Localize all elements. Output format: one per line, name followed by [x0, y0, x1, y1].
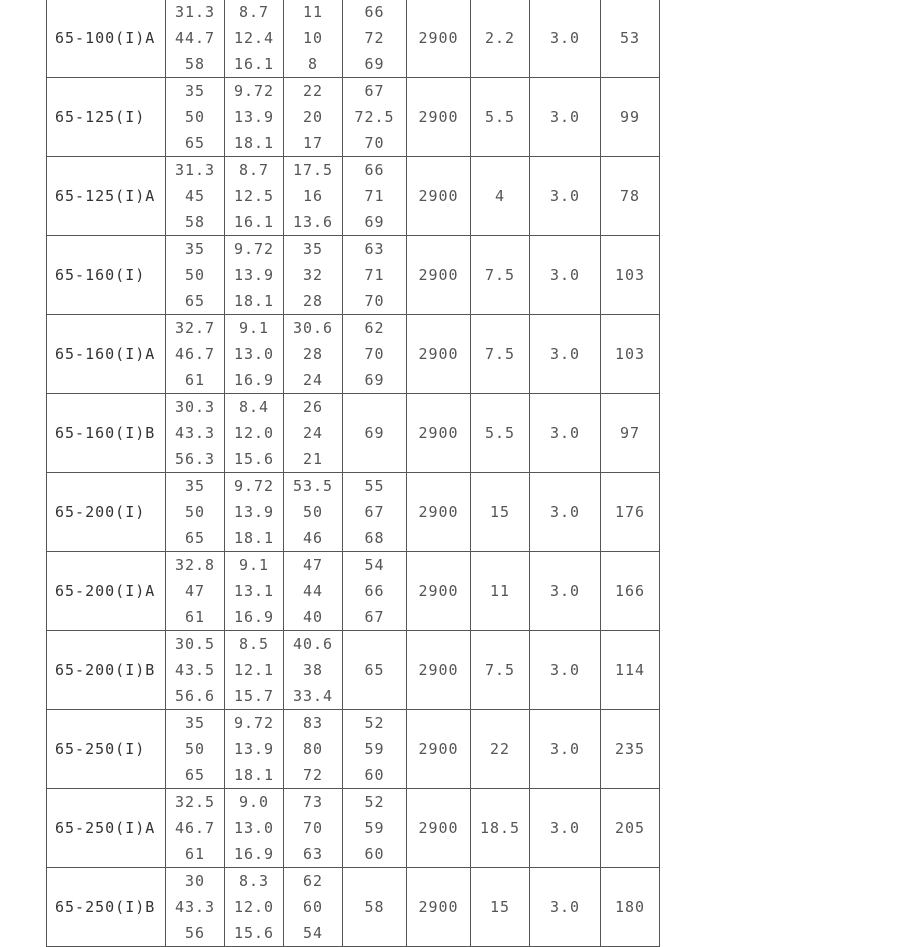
cell-value: 9.72	[233, 477, 275, 495]
npsh-cell: 3.0	[530, 0, 601, 78]
weight-cell: 99	[601, 78, 660, 157]
cell-value: 56	[184, 924, 206, 942]
cell-value: 54	[364, 556, 385, 574]
cell-value: 61	[184, 845, 206, 863]
npsh-cell: 3.0	[530, 631, 601, 710]
cell-value: 9.0	[238, 793, 270, 811]
cell-value: 8.5	[238, 635, 270, 653]
cell-value: 47	[184, 582, 206, 600]
table-row	[47, 78, 660, 157]
power-cell: 5.5	[471, 78, 530, 157]
cell-value: 70	[302, 819, 324, 837]
npsh-cell: 3.0	[530, 552, 601, 631]
model-cell: 65-100(I)A	[47, 0, 166, 78]
cell-value: 18.1	[233, 529, 275, 547]
weight-cell: 180	[601, 868, 660, 947]
efficiency-cell	[343, 710, 407, 789]
cell-value: 66	[364, 582, 385, 600]
efficiency-cell: 65	[343, 631, 407, 710]
speed-cell: 2900	[407, 157, 471, 236]
speed-cell: 2900	[407, 631, 471, 710]
cell-value: 9.1	[238, 556, 270, 574]
cell-value: 61	[184, 371, 206, 389]
cell-value: 67	[364, 82, 385, 100]
efficiency-cell: 58	[343, 868, 407, 947]
cell-value: 44	[302, 582, 324, 600]
cell-value: 60	[364, 766, 385, 784]
flow-ls-cell	[225, 315, 284, 394]
power-cell: 11	[471, 552, 530, 631]
efficiency-cell	[343, 0, 407, 78]
cell-value: 70	[364, 292, 385, 310]
cell-value: 21	[302, 450, 324, 468]
flow-m3h-cell	[166, 0, 225, 78]
cell-value: 9.72	[233, 82, 275, 100]
flow-m3h-cell	[166, 552, 225, 631]
efficiency-cell	[343, 315, 407, 394]
cell-value: 83	[302, 714, 324, 732]
efficiency-cell	[343, 789, 407, 868]
speed-cell: 2900	[407, 868, 471, 947]
cell-value: 35	[184, 82, 206, 100]
head-cell	[284, 394, 343, 473]
power-cell: 15	[471, 868, 530, 947]
table-row	[47, 710, 660, 789]
flow-m3h-cell	[166, 394, 225, 473]
cell-value: 35	[302, 240, 324, 258]
weight-cell: 103	[601, 236, 660, 315]
table-row	[47, 789, 660, 868]
flow-ls-cell	[225, 789, 284, 868]
power-cell: 22	[471, 710, 530, 789]
cell-value: 73	[302, 793, 324, 811]
head-cell	[284, 552, 343, 631]
table-row	[47, 157, 660, 236]
weight-cell: 97	[601, 394, 660, 473]
power-cell: 4	[471, 157, 530, 236]
cell-value: 54	[302, 924, 324, 942]
model-cell: 65-160(I)B	[47, 394, 166, 473]
efficiency-cell	[343, 157, 407, 236]
cell-value: 12.1	[233, 661, 275, 679]
cell-value: 45	[184, 187, 206, 205]
cell-value: 11	[302, 3, 324, 21]
head-cell	[284, 789, 343, 868]
flow-ls-cell	[225, 394, 284, 473]
head-cell	[284, 236, 343, 315]
cell-value: 72	[364, 29, 385, 47]
cell-value: 32	[302, 266, 324, 284]
flow-ls-cell	[225, 868, 284, 947]
cell-value: 65	[184, 529, 206, 547]
speed-cell: 2900	[407, 552, 471, 631]
cell-value: 8.3	[238, 872, 270, 890]
cell-value: 72.5	[354, 108, 395, 126]
cell-value: 13.9	[233, 503, 275, 521]
power-cell: 18.5	[471, 789, 530, 868]
cell-value: 32.8	[174, 556, 216, 574]
cell-value: 28	[302, 292, 324, 310]
cell-value: 13.1	[233, 582, 275, 600]
weight-cell: 235	[601, 710, 660, 789]
flow-m3h-cell	[166, 631, 225, 710]
cell-value: 61	[184, 608, 206, 626]
cell-value: 38	[302, 661, 324, 679]
cell-value: 63	[302, 845, 324, 863]
cell-value: 56.6	[174, 687, 216, 705]
cell-value: 24	[302, 371, 324, 389]
npsh-cell: 3.0	[530, 394, 601, 473]
cell-value: 33.4	[292, 687, 334, 705]
cell-value: 13.9	[233, 266, 275, 284]
cell-value: 31.3	[174, 161, 216, 179]
flow-m3h-cell	[166, 315, 225, 394]
weight-cell: 176	[601, 473, 660, 552]
npsh-cell: 3.0	[530, 78, 601, 157]
speed-cell: 2900	[407, 78, 471, 157]
head-cell	[284, 0, 343, 78]
efficiency-cell	[343, 552, 407, 631]
model-cell: 65-160(I)A	[47, 315, 166, 394]
cell-value: 53.5	[292, 477, 334, 495]
cell-value: 65	[184, 134, 206, 152]
cell-value: 67	[364, 503, 385, 521]
cell-value: 16.9	[233, 845, 275, 863]
table-row	[47, 0, 660, 78]
power-cell: 2.2	[471, 0, 530, 78]
cell-value: 60	[364, 845, 385, 863]
cell-value: 50	[184, 266, 206, 284]
cell-value: 8.4	[238, 398, 270, 416]
cell-value: 13.6	[292, 213, 334, 231]
cell-value: 17.5	[292, 161, 334, 179]
model-cell: 65-125(I)	[47, 78, 166, 157]
cell-value: 58	[184, 55, 206, 73]
speed-cell: 2900	[407, 710, 471, 789]
head-cell	[284, 78, 343, 157]
cell-value: 32.5	[174, 793, 216, 811]
cell-value: 46	[302, 529, 324, 547]
cell-value: 70	[364, 345, 385, 363]
table-body	[47, 0, 660, 947]
cell-value: 16.9	[233, 608, 275, 626]
cell-value: 26	[302, 398, 324, 416]
head-cell	[284, 473, 343, 552]
cell-value: 40.6	[292, 635, 334, 653]
cell-value: 16.9	[233, 371, 275, 389]
flow-ls-cell	[225, 710, 284, 789]
power-cell: 7.5	[471, 315, 530, 394]
cell-value: 22	[302, 82, 324, 100]
weight-cell: 205	[601, 789, 660, 868]
cell-value: 46.7	[174, 345, 216, 363]
flow-m3h-cell	[166, 789, 225, 868]
cell-value: 66	[364, 3, 385, 21]
flow-ls-cell	[225, 631, 284, 710]
efficiency-cell	[343, 236, 407, 315]
cell-value: 71	[364, 266, 385, 284]
flow-m3h-cell	[166, 236, 225, 315]
cell-value: 12.4	[233, 29, 275, 47]
cell-value: 9.72	[233, 240, 275, 258]
table-row	[47, 552, 660, 631]
cell-value: 30.5	[174, 635, 216, 653]
cell-value: 50	[184, 108, 206, 126]
head-cell	[284, 868, 343, 947]
cell-value: 50	[302, 503, 324, 521]
flow-ls-cell	[225, 157, 284, 236]
cell-value: 62	[364, 319, 385, 337]
cell-value: 59	[364, 819, 385, 837]
cell-value: 17	[302, 134, 324, 152]
head-cell	[284, 157, 343, 236]
table-row	[47, 868, 660, 947]
cell-value: 69	[364, 371, 385, 389]
model-cell: 65-160(I)	[47, 236, 166, 315]
cell-value: 50	[184, 740, 206, 758]
speed-cell: 2900	[407, 236, 471, 315]
cell-value: 12.5	[233, 187, 275, 205]
cell-value: 56.3	[174, 450, 216, 468]
cell-value: 60	[302, 898, 324, 916]
speed-cell: 2900	[407, 0, 471, 78]
head-cell	[284, 315, 343, 394]
head-cell	[284, 631, 343, 710]
cell-value: 16.1	[233, 55, 275, 73]
cell-value: 68	[364, 529, 385, 547]
table-row	[47, 236, 660, 315]
cell-value: 65	[184, 766, 206, 784]
cell-value: 15.6	[233, 924, 275, 942]
cell-value: 44.7	[174, 29, 216, 47]
weight-cell: 78	[601, 157, 660, 236]
cell-value: 63	[364, 240, 385, 258]
cell-value: 80	[302, 740, 324, 758]
cell-value: 59	[364, 740, 385, 758]
efficiency-cell: 69	[343, 394, 407, 473]
power-cell: 5.5	[471, 394, 530, 473]
cell-value: 52	[364, 793, 385, 811]
model-cell: 65-200(I)A	[47, 552, 166, 631]
cell-value: 58	[184, 213, 206, 231]
cell-value: 16	[302, 187, 324, 205]
table-row	[47, 473, 660, 552]
cell-value: 12.0	[233, 424, 275, 442]
cell-value: 30	[184, 872, 206, 890]
speed-cell: 2900	[407, 473, 471, 552]
flow-m3h-cell	[166, 78, 225, 157]
cell-value: 43.3	[174, 424, 216, 442]
cell-value: 15.7	[233, 687, 275, 705]
npsh-cell: 3.0	[530, 710, 601, 789]
npsh-cell: 3.0	[530, 789, 601, 868]
efficiency-cell	[343, 473, 407, 552]
cell-value: 28	[302, 345, 324, 363]
cell-value: 66	[364, 161, 385, 179]
speed-cell: 2900	[407, 315, 471, 394]
cell-value: 24	[302, 424, 324, 442]
flow-ls-cell	[225, 78, 284, 157]
flow-m3h-cell	[166, 473, 225, 552]
model-cell: 65-250(I)A	[47, 789, 166, 868]
table-row	[47, 631, 660, 710]
cell-value: 13.9	[233, 740, 275, 758]
npsh-cell: 3.0	[530, 236, 601, 315]
weight-cell: 114	[601, 631, 660, 710]
flow-ls-cell	[225, 0, 284, 78]
cell-value: 16.1	[233, 213, 275, 231]
power-cell: 15	[471, 473, 530, 552]
flow-ls-cell	[225, 236, 284, 315]
npsh-cell: 3.0	[530, 315, 601, 394]
cell-value: 18.1	[233, 766, 275, 784]
cell-value: 52	[364, 714, 385, 732]
model-cell: 65-125(I)A	[47, 157, 166, 236]
cell-value: 35	[184, 477, 206, 495]
cell-value: 13.9	[233, 108, 275, 126]
cell-value: 62	[302, 872, 324, 890]
cell-value: 43.3	[174, 898, 216, 916]
cell-value: 18.1	[233, 134, 275, 152]
cell-value: 55	[364, 477, 385, 495]
npsh-cell: 3.0	[530, 868, 601, 947]
cell-value: 70	[364, 134, 385, 152]
cell-value: 47	[302, 556, 324, 574]
cell-value: 8.7	[238, 3, 270, 21]
cell-value: 8.7	[238, 161, 270, 179]
npsh-cell: 3.0	[530, 473, 601, 552]
cell-value: 40	[302, 608, 324, 626]
cell-value: 9.1	[238, 319, 270, 337]
flow-ls-cell	[225, 552, 284, 631]
cell-value: 71	[364, 187, 385, 205]
flow-m3h-cell	[166, 157, 225, 236]
npsh-cell: 3.0	[530, 157, 601, 236]
cell-value: 8	[307, 55, 319, 73]
cell-value: 69	[364, 213, 385, 231]
model-cell: 65-250(I)	[47, 710, 166, 789]
flow-m3h-cell	[166, 710, 225, 789]
cell-value: 30.6	[292, 319, 334, 337]
flow-m3h-cell	[166, 868, 225, 947]
model-cell: 65-250(I)B	[47, 868, 166, 947]
model-cell: 65-200(I)B	[47, 631, 166, 710]
cell-value: 12.0	[233, 898, 275, 916]
cell-value: 43.5	[174, 661, 216, 679]
table-row	[47, 394, 660, 473]
cell-value: 13.0	[233, 819, 275, 837]
cell-value: 15.6	[233, 450, 275, 468]
efficiency-cell	[343, 78, 407, 157]
power-cell: 7.5	[471, 631, 530, 710]
model-cell: 65-200(I)	[47, 473, 166, 552]
weight-cell: 103	[601, 315, 660, 394]
cell-value: 20	[302, 108, 324, 126]
cell-value: 32.7	[174, 319, 216, 337]
flow-ls-cell	[225, 473, 284, 552]
cell-value: 30.3	[174, 398, 216, 416]
pump-performance-table	[46, 0, 660, 947]
weight-cell: 53	[601, 0, 660, 78]
cell-value: 13.0	[233, 345, 275, 363]
cell-value: 9.72	[233, 714, 275, 732]
cell-value: 67	[364, 608, 385, 626]
speed-cell: 2900	[407, 789, 471, 868]
weight-cell: 166	[601, 552, 660, 631]
cell-value: 31.3	[174, 3, 216, 21]
head-cell	[284, 710, 343, 789]
cell-value: 10	[302, 29, 324, 47]
cell-value: 18.1	[233, 292, 275, 310]
speed-cell: 2900	[407, 394, 471, 473]
cell-value: 50	[184, 503, 206, 521]
power-cell: 7.5	[471, 236, 530, 315]
cell-value: 35	[184, 714, 206, 732]
cell-value: 35	[184, 240, 206, 258]
cell-value: 65	[184, 292, 206, 310]
table-row	[47, 315, 660, 394]
cell-value: 69	[364, 55, 385, 73]
cell-value: 46.7	[174, 819, 216, 837]
cell-value: 72	[302, 766, 324, 784]
